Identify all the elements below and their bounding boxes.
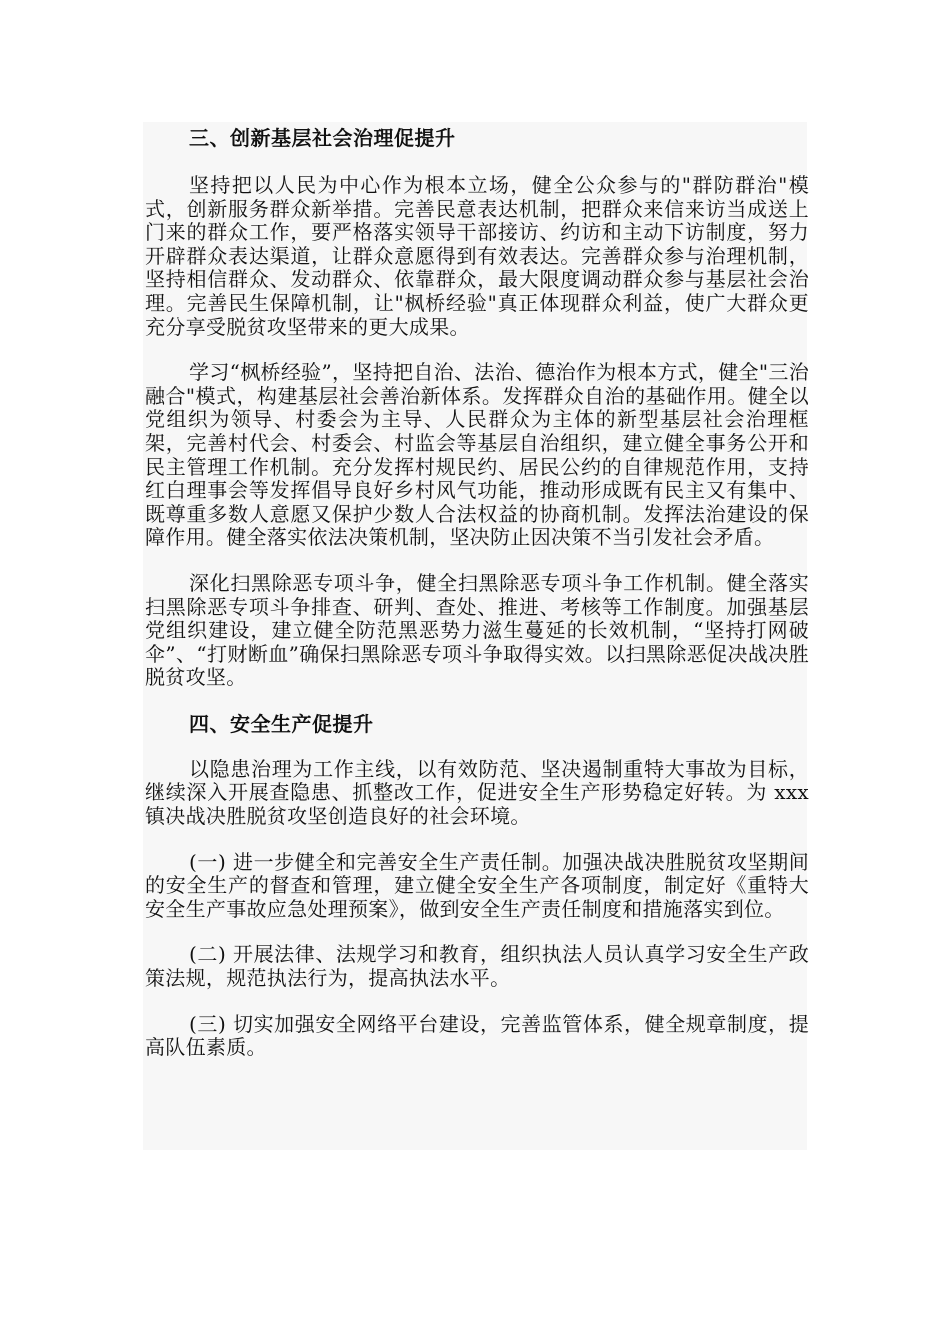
section-heading-4: 四、安全生产促提升 (189, 711, 374, 736)
paragraph-5: (一) 进一步健全和完善安全生产责任制。加强决战决胜脱贫攻坚期间的安全生产的督查和管理，建立健全安全生产各项制度，制定好《重特大安全生产事故应急处理预案》，做到安全生产责任制度和措施落实到位。 (145, 849, 809, 921)
paragraph-2: 学习“枫桥经验”，坚持把自治、法治、德治作为根本方式，健全"三治融合"模式，构建基层社会善治新体系。发挥群众自治的基础作用。健全以党组织为领导、村委会为主导、人民群众为主体的新型基层社会治理框架，完善村代会、村委会、村监会等基层自治组织，建立健全事务公开和民主管理工作机制。充分发挥村规民约、居民公约的自律规范作用，支持红白理事会等发挥倡导良好乡村风气功能，推动形成既有民主又有集中、既尊重多数人意愿又保护少数人合法权益的协商机制。发挥法治建设的保障作用。健全落实依法决策机制，坚决防止因决策不当引发社会矛盾。 (145, 360, 809, 550)
document-content (145, 124, 809, 1060)
paragraph-7: (三) 切实加强安全网络平台建设，完善监管体系，健全规章制度，提高队伍素质。 (145, 1011, 809, 1060)
paragraph-4: 以隐患治理为工作主线，以有效防范、坚决遏制重特大事故为目标，继续深入开展查隐患、抓整改工作，促进安全生产形势稳定好转。为 xxx 镇决战决胜脱贫攻坚创造良好的社会环境。 (145, 756, 809, 829)
paragraph-3: 深化扫黑除恶专项斗争，健全扫黑除恶专项斗争工作机制。健全落实扫黑除恶专项斗争排查、研判、查处、推进、考核等工作制度。加强基层党组织建设，建立健全防范黑恶势力滋生蔓延的长效机制，“坚持打网破伞”、“打财断血”确保扫黑除恶专项斗争取得实效。以扫黑除恶促决战决胜脱贫攻坚。 (145, 570, 809, 690)
paragraph-6: (二) 开展法律、法规学习和教育，组织执法人员认真学习安全生产政策法规，规范执法行为，提高执法水平。 (145, 942, 809, 991)
section-heading-3: 三、创新基层社会治理促提升 (189, 126, 456, 150)
paragraph-1: 坚持把以人民为中心作为根本立场，健全公众参与的"群防群治"模式，创新服务群众新举措。完善民意表达机制，把群众来信来访当成送上门来的群众工作，要严格落实领导干部接访、约访和主动下访制度，努力开辟群众表达渠道，让群众意愿得到有效表达。完善群众参与治理机制，坚持相信群众、发动群众、依靠群众，最大限度调动群众参与基层社会治理。完善民生保障机制，让"枫桥经验"真正体现群众利益，使广大群众更充分享受脱贫攻坚带来的更大成果。 (145, 173, 809, 339)
